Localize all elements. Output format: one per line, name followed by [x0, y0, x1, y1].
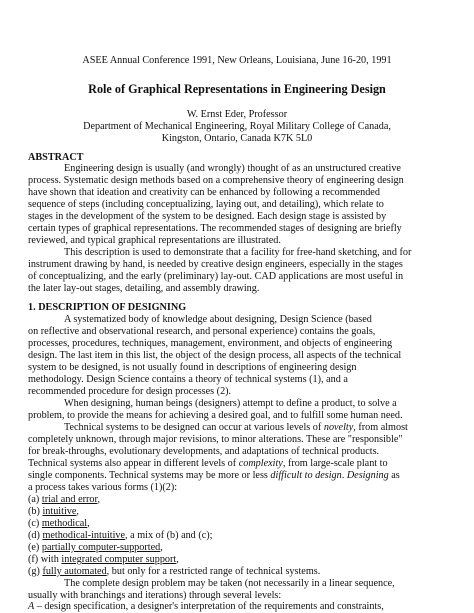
- body-line: problem, to provide the means for achieving a desired goal, and to fulfill some human need.: [28, 410, 403, 421]
- list-term: fully automated: [42, 566, 107, 577]
- list-label: (f) with: [28, 554, 62, 565]
- list-term: partially computer-supported: [41, 542, 161, 553]
- body-text: .: [341, 470, 347, 481]
- body-line: methodology. Design Science contains a theory of technical systems (1), and a: [28, 374, 348, 385]
- list-label: (g): [28, 566, 43, 577]
- list-label: (e): [28, 542, 42, 553]
- body-line: usually with branchings and iterations) through several levels:: [28, 590, 282, 601]
- list-item: [28, 506, 79, 518]
- body-line: When designing, human beings (designers) attempt to define a product, to solve a: [64, 398, 397, 409]
- list-rest: ,: [87, 518, 90, 529]
- body-text: Technical systems to be designed can occur at various levels of: [64, 422, 324, 433]
- section-heading: 1. DESCRIPTION OF DESIGNING: [28, 302, 187, 313]
- list-item: [28, 494, 100, 506]
- abstract-line: certain types of graphical representations. The recommended stages of designing are briefly: [28, 223, 402, 234]
- paper-title: Role of Graphical Representations in Engineering Design: [88, 82, 386, 96]
- list-item: [28, 566, 320, 578]
- abstract-line: instrument drawing by hand, is needed by creative design engineers, especially in the stages: [28, 259, 403, 270]
- list-rest: ,: [160, 542, 163, 553]
- body-text: Technical systems also appear in different levels of: [28, 458, 239, 469]
- body-line: [28, 470, 400, 482]
- list-label: (d): [28, 530, 43, 541]
- body-line: a process takes various forms (1)(2):: [28, 482, 178, 493]
- abstract-line: of conceptualizing, and the early (preliminary) lay-out. CAD applications are most useful in: [28, 271, 404, 282]
- list-label: (c): [28, 518, 42, 529]
- abstract-line: reviewed, and typical graphical representations are illustrated.: [28, 235, 281, 246]
- list-term: methodical: [41, 518, 88, 529]
- level-text: – design specification, a designer's interpretation of the requirements and constraints,: [34, 601, 384, 612]
- emphasis-difficult: difficult to design: [270, 470, 342, 481]
- list-label: (a): [28, 494, 42, 505]
- level-letter: A: [28, 601, 35, 612]
- list-rest: , but only for a restricted range of technical systems.: [106, 566, 321, 577]
- body-line: on reflective and observational research, and personal experience) contains the goals,: [28, 326, 376, 337]
- conference-header: ASEE Annual Conference 1991, New Orleans, Louisiana, June 16-20, 1991: [82, 55, 392, 66]
- body-line: A systematized body of knowledge about designing, Design Science (based: [64, 314, 372, 325]
- affiliation-line-2: Kingston, Ontario, Canada K7K 5L0: [161, 133, 313, 144]
- list-rest: ,: [76, 506, 79, 517]
- list-term: integrated computer support: [61, 554, 177, 565]
- abstract-line: stages in the development of the system to be designed. Each design stage is assisted by: [28, 211, 387, 222]
- body-line: processes, procedures, techniques, management, environment, and objects of engineering: [28, 338, 393, 349]
- list-rest: ,: [176, 554, 179, 565]
- list-label: (b): [28, 506, 43, 517]
- level-item: [28, 601, 384, 613]
- body-text: , from large-scale plant to: [282, 458, 388, 469]
- body-line: recommended procedure for design processes (2).: [28, 386, 232, 397]
- emphasis-complexity: complexity: [238, 458, 283, 469]
- abstract-heading: ABSTRACT: [28, 152, 84, 163]
- body-line: for break-throughs, evolutionary developments, and adaptations of technical products.: [28, 446, 380, 457]
- body-line: system to be designed, is not usually found in descriptions of engineering design: [28, 362, 357, 373]
- list-item: [28, 542, 163, 554]
- list-item: [28, 530, 212, 542]
- list-rest: , a mix of (b) and (c);: [125, 530, 213, 541]
- list-item: [28, 554, 179, 566]
- abstract-line: sequence of steps (including conceptualizing, laying out, and detailing), which relate to: [28, 199, 384, 210]
- body-text: as: [388, 470, 400, 481]
- body-line: design. The last item in this list, the object of the design process, all aspects of the technical: [28, 350, 402, 361]
- abstract-line: have shown that ideation and creativity can be enhanced by following a recommended: [28, 187, 380, 198]
- abstract-line: This description is used to demonstrate that a facility for free-hand sketching, and for: [64, 247, 412, 258]
- abstract-line: process. Systematic design methods based on a comprehensive theory of engineering design: [28, 175, 404, 186]
- emphasis-designing: Designing: [346, 470, 389, 481]
- body-line: [28, 458, 388, 470]
- emphasis-novelty: novelty: [323, 422, 354, 433]
- list-term: trial and error: [41, 494, 98, 505]
- author-line: W. Ernst Eder, Professor: [186, 109, 288, 120]
- list-item: [28, 518, 90, 530]
- abstract-line: Engineering design is usually (and wrongly) thought of as an unstructured creative: [64, 163, 401, 174]
- body-text: single components. Technical systems may be more or less: [28, 470, 271, 481]
- body-line: [64, 422, 408, 434]
- body-text: , from almost: [353, 422, 408, 433]
- list-rest: ,: [97, 494, 100, 505]
- body-line: The complete design problem may be taken (not necessarily in a linear sequence,: [64, 578, 395, 589]
- body-line: completely unknown, through major revisions, to minor alterations. These are "responsible": [28, 434, 403, 445]
- list-term: intuitive: [42, 506, 77, 517]
- abstract-line: the later lay-out stages, detailing, and assembly drawing.: [28, 283, 260, 294]
- list-term: methodical-intuitive: [42, 530, 126, 541]
- affiliation-line-1: Department of Mechanical Engineering, Royal Military College of Canada,: [83, 121, 391, 132]
